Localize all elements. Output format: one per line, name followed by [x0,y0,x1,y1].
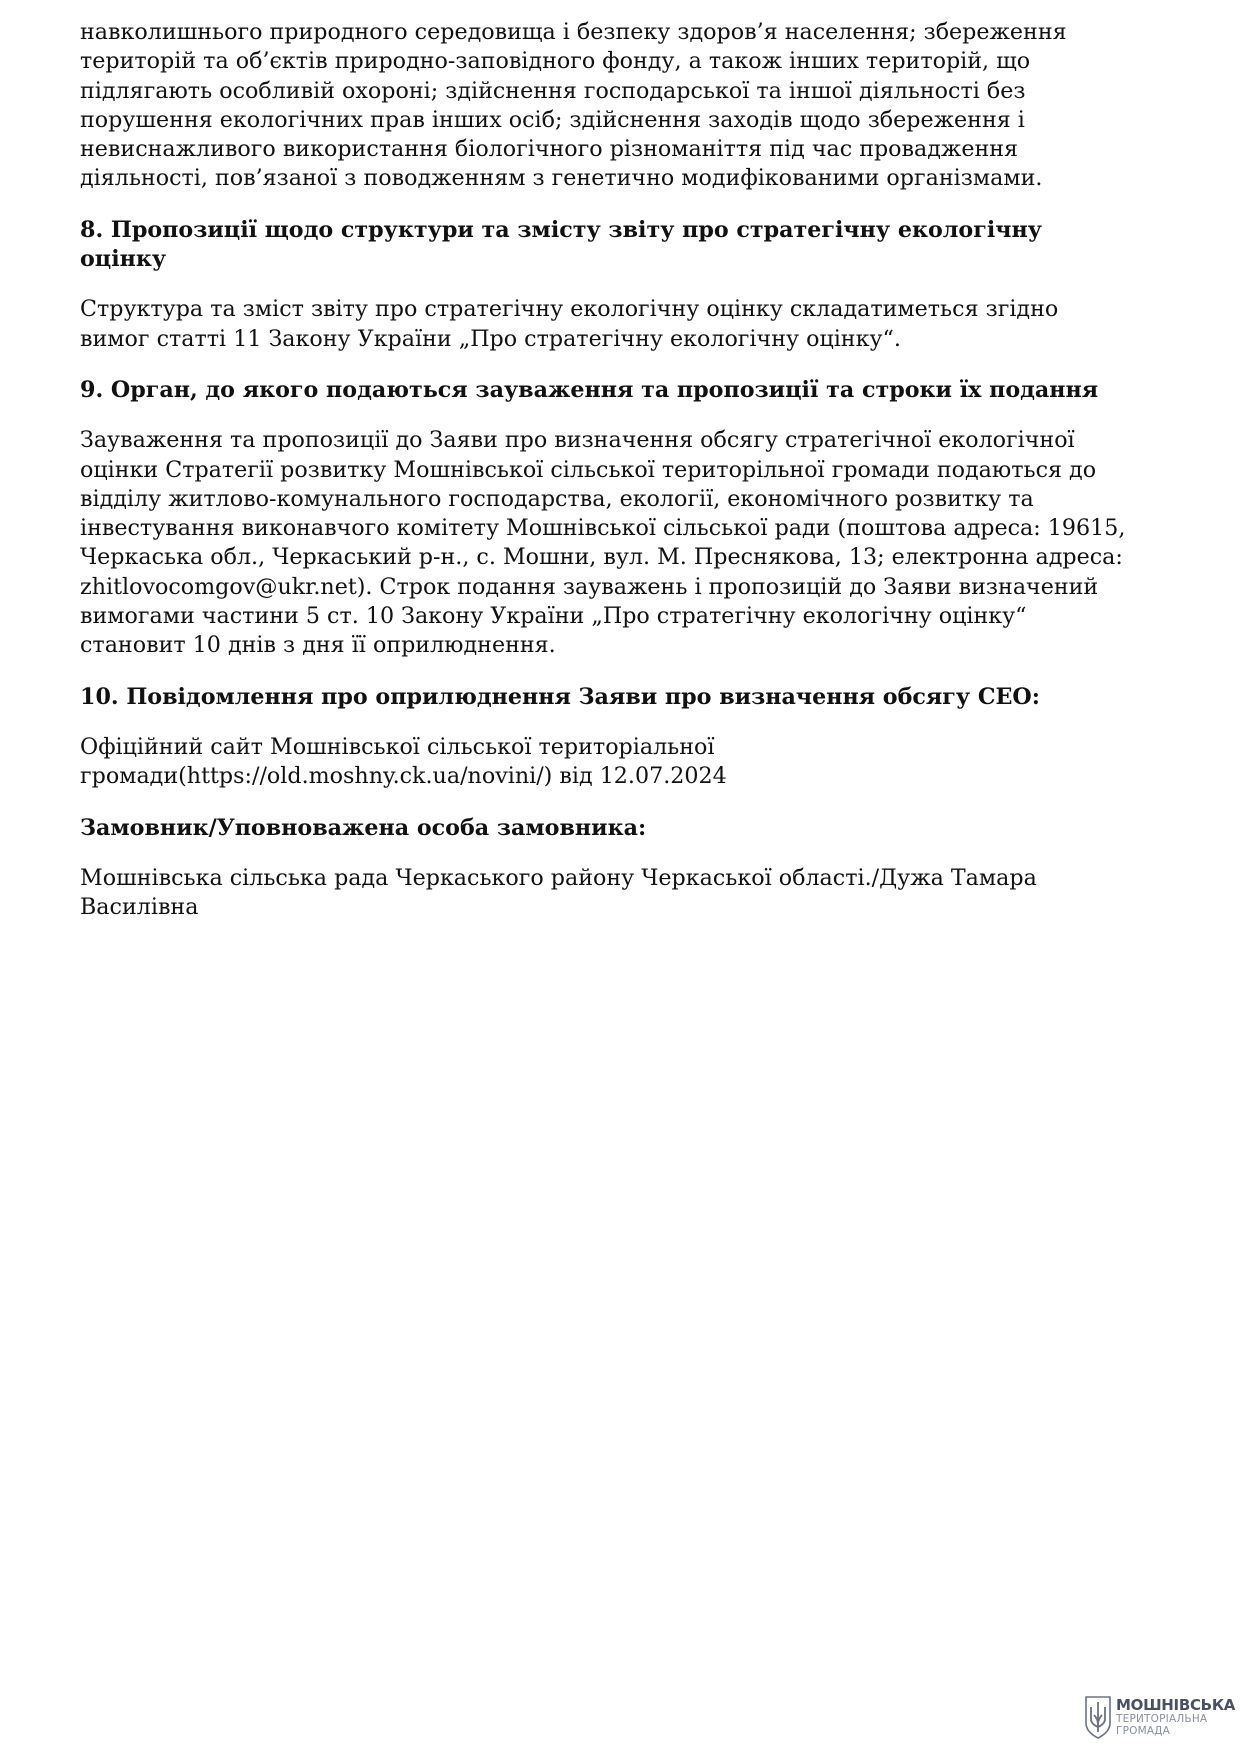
document-page [80,18,1170,922]
customer-heading: Замовник/Уповноважена особа замовника: [80,814,647,841]
section-9-heading: 9. Орган, до якого подаються зауваження та пропозиції та строки їх подання [80,376,1099,403]
section-10-body: Офіційний сайт Мошнівської сільської територіальної громади(https://old.moshny.ck.ua/novini/) від 12.07.2024 [80,733,727,790]
section-10-heading: 10. Повідомлення про оприлюднення Заяви про визначення обсягу СЕО: [80,683,1040,710]
intro-paragraph: навколишнього природного середовища і безпеку здоров’я населення; збереження територій та об’єктів природно-заповідного фонду, а також інших територій, що підлягають особливій охороні; здійснення господарської та іншої діяльності без порушення екологічних прав інших осіб; здійснення заходів щодо збереження і невиснажливого використання біологічного різноманіття під час провадження діяльності, пов’язаної з поводженням з генетично модифікованими організмами. [80,19,1067,192]
section-8-body: Структура та зміст звіту про стратегічну екологічну оцінку складатиметься згідно вимог статті 11 Закону України „Про стратегічну екологічну оцінку“. [80,296,1059,352]
section-9-body: Зауваження та пропозиції до Заяви про визначення обсягу стратегічної екологічної оцінки Стратегії розвитку Мошнівської сільської територільної громади подаються до відділу житлово-комунального господарства, екології, економічного розвитку та інвестування виконавчого комітету Мошнівської сільської ради (поштова адреса: 19615, Черкаська обл., Черкаський р-н., с. Мошни, вул. М. Преснякова, 13; електронна адреса: zhitlovocomgov@ukr.net). Строк подання зауважень і пропозицій до Заяви визначений вимогами частини 5 ст. 10 Закону України „Про стратегічну екологічну оцінку“ становит 10 днів з дня її оприлюднення. [80,427,1126,659]
logo-subtitle-2: ГРОМАДА [1116,1724,1171,1737]
section-8-heading: 8. Пропозиції щодо структури та змісту звіту про стратегічну екологічну оцінку [80,216,1042,273]
logo-text [1116,1698,1235,1736]
footer-logo [1083,1694,1236,1740]
logo-title: МОШНІВСЬКА [1116,1696,1236,1714]
customer-body: Мошнівська сільська рада Черкаського району Черкаської області./Дужа Тамара Василівна [80,864,1037,921]
trident-icon [1083,1695,1113,1739]
logo-subtitle-1: ТЕРИТОРІАЛЬНА [1116,1713,1208,1725]
